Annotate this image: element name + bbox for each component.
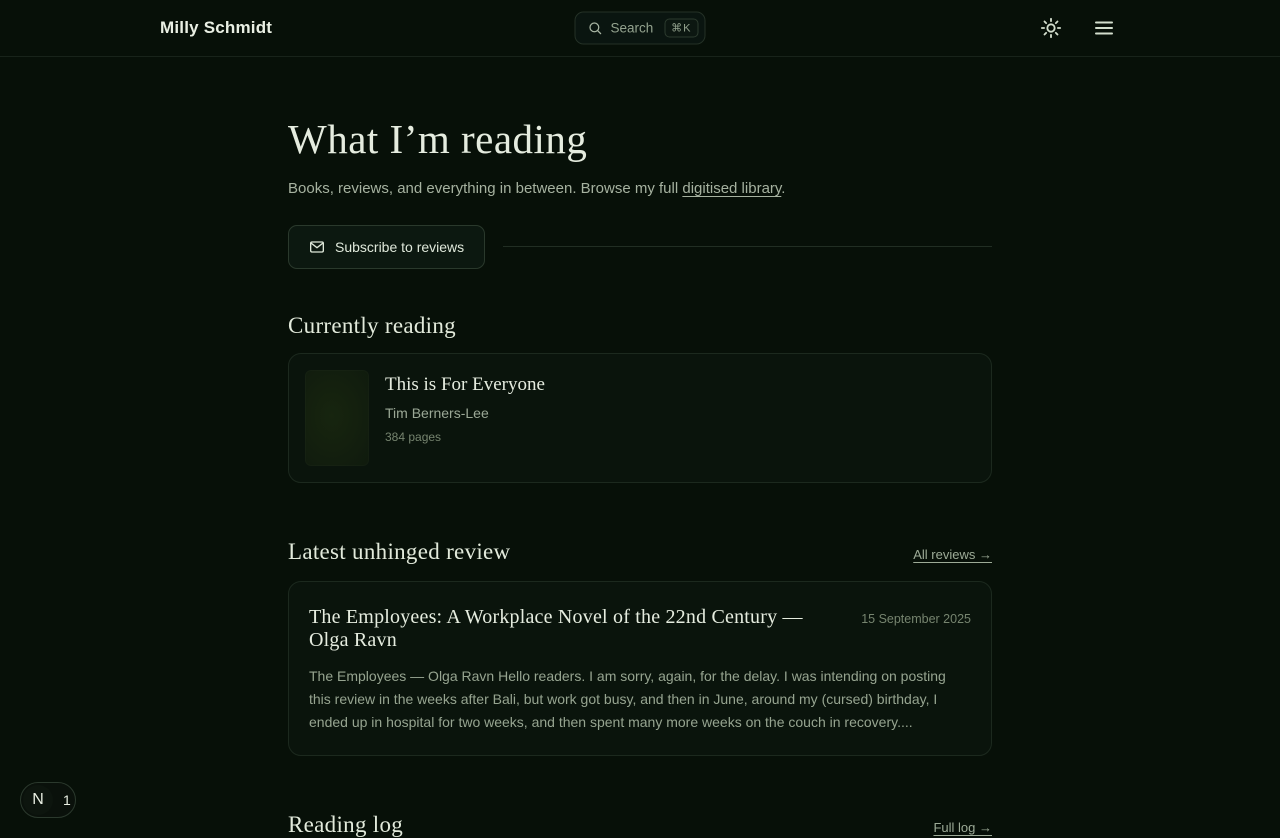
- review-date: 15 September 2025: [861, 611, 971, 626]
- sun-icon: [1040, 17, 1062, 39]
- currently-reading-section: [288, 313, 992, 483]
- site-header: [0, 0, 1280, 57]
- brand-link[interactable]: Milly Schmidt: [160, 18, 273, 37]
- divider: [503, 246, 992, 247]
- dev-badge-count: 1: [63, 792, 71, 808]
- hamburger-icon: [1092, 16, 1116, 40]
- reading-log-section: [288, 812, 992, 838]
- currently-reading-heading: Currently reading: [288, 312, 456, 338]
- subscribe-button[interactable]: [288, 225, 485, 269]
- review-excerpt: The Employees — Olga Ravn Hello readers. I am sorry, again, for the delay. I was intending on posting this review in the weeks after Bali, but work got busy, and then in June, around my (cursed) birthday, I ended up in hospital for two weeks, and then spent many more weeks on the couch in recovery....: [309, 667, 946, 730]
- search-icon: [588, 21, 603, 36]
- reading-log-heading: Reading log: [288, 812, 404, 838]
- subscribe-button-label: Subscribe to reviews: [335, 238, 465, 255]
- search-shortcut-badge: ⌘K: [664, 19, 698, 38]
- nextjs-dev-badge[interactable]: [20, 782, 76, 818]
- menu-button[interactable]: [1088, 12, 1120, 44]
- book-cover: [305, 370, 369, 466]
- search-input[interactable]: [575, 12, 706, 45]
- latest-review-heading: Latest unhinged review: [288, 538, 511, 564]
- all-reviews-link[interactable]: All reviews →: [913, 546, 992, 562]
- mail-icon: [309, 239, 325, 255]
- latest-review-section: [288, 539, 992, 757]
- digitised-library-link[interactable]: digitised library: [682, 180, 782, 198]
- review-title: The Employees: A Workplace Novel of the 22nd Century — Olga Ravn: [309, 605, 803, 651]
- book-pages: 384 pages: [385, 429, 442, 444]
- intro-suffix: .: [781, 180, 786, 198]
- book-title: This is For Everyone: [385, 373, 545, 395]
- full-log-link[interactable]: Full log →: [933, 820, 992, 836]
- review-card[interactable]: [288, 581, 992, 757]
- intro-text: [288, 178, 992, 201]
- theme-toggle-button[interactable]: [1036, 13, 1066, 43]
- main-content: [288, 57, 992, 838]
- intro-prefix: Books, reviews, and everything in between. Browse my full: [288, 180, 683, 198]
- book-card[interactable]: [288, 353, 992, 483]
- page-title: What I’m reading: [288, 116, 588, 162]
- nextjs-logo-icon: N: [23, 785, 53, 815]
- search-placeholder: Search: [610, 20, 654, 36]
- book-author: Tim Berners-Lee: [385, 404, 489, 421]
